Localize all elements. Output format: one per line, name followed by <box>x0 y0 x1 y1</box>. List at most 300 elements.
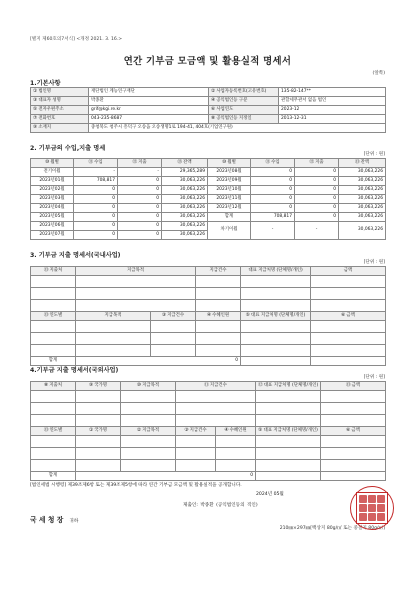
month-cell-text: 0 <box>156 222 159 228</box>
month-cell <box>251 204 295 213</box>
empty-cell <box>196 288 241 300</box>
document-title: 연간 기부금 모금액 및 활용실적 명세서 <box>123 56 292 67</box>
row-marker-glyph: ⑪ <box>204 383 209 389</box>
form-number: [별지 제60호의7서식] <개정 2021. 3. 16.> <box>30 37 123 42</box>
domestic-expense-table <box>30 266 386 366</box>
empty-cell <box>31 333 76 345</box>
section-3-heading: 3. 기부금 지출 명세서(국내사업) <box>30 252 121 259</box>
column-header <box>118 159 162 168</box>
empty-cell <box>311 300 386 312</box>
row-marker-glyph: ① <box>33 89 38 95</box>
row-marker-glyph: ⑬ <box>345 383 351 389</box>
month-cell <box>162 231 208 240</box>
month-cell <box>251 195 295 204</box>
empty-cell <box>31 415 76 427</box>
overseas-expense-table <box>30 381 386 481</box>
month-cell-text: - <box>113 168 115 174</box>
column-header-text: 수혜인원 <box>212 313 230 319</box>
row-marker-glyph: ⑦ <box>33 116 38 122</box>
empty-cell <box>31 391 76 403</box>
row-marker-glyph: ⑨ <box>33 125 38 131</box>
month-cell-text: 30,063,226 <box>179 195 205 201</box>
table-header-row <box>31 382 386 391</box>
month-cell-text: 30,063,226 <box>179 204 205 210</box>
month-cell <box>74 213 118 222</box>
row-marker-glyph: ③ <box>184 428 189 434</box>
field-label-text: 전화번호 <box>38 116 56 122</box>
month-cell-text: 30,063,226 <box>179 231 205 237</box>
month-cell <box>31 168 74 177</box>
column-header <box>321 382 386 391</box>
submission-date: 2024년 05월 <box>256 492 284 497</box>
field-value-text: 043-235-8687 <box>91 115 123 121</box>
month-row <box>31 195 386 204</box>
column-header-text: 지급건수 <box>189 428 207 434</box>
field-label-text: 대표자 성명 <box>38 98 61 104</box>
month-cell <box>31 222 74 231</box>
month-cell-text: 0 <box>333 186 336 192</box>
month-cell <box>118 213 162 222</box>
column-header-text: 금액 <box>351 383 361 389</box>
month-cell-text: 0 <box>289 195 292 201</box>
empty-cell <box>321 436 386 448</box>
column-header-text: 지급건수 <box>167 313 185 319</box>
column-header-text: 지출 <box>138 160 147 166</box>
column-header <box>256 427 321 436</box>
field-value <box>279 106 386 115</box>
month-cell <box>118 222 162 231</box>
column-header <box>251 159 295 168</box>
empty-cell <box>196 333 241 345</box>
month-cell-text: 전기이월 <box>43 168 61 174</box>
legal-notice: [법인세법 시행령] 제39조제6항 또는 제39조제5항에 따라 연간 기부금 모금액 및 활용실적을 공개합니다. <box>30 483 242 488</box>
empty-cell <box>311 357 386 366</box>
empty-cell <box>311 345 386 357</box>
empty-cell <box>31 276 76 288</box>
field-label <box>209 88 279 97</box>
data-row <box>31 345 386 357</box>
month-cell-text: 2023년08월 <box>216 168 242 174</box>
column-header <box>74 159 118 168</box>
field-value-text: 관할세무관서 없음 법인 <box>281 97 327 103</box>
column-header-text: 대표 지급처명 (단체명/개인) <box>250 313 306 319</box>
field-label <box>209 115 279 124</box>
empty-cell <box>76 460 121 472</box>
row-marker-glyph: ⑬ <box>43 428 49 434</box>
month-cell <box>208 186 251 195</box>
empty-cell <box>176 391 256 403</box>
column-header-text: 대표 지급처명 (단체명/개인) <box>263 428 318 434</box>
row-marker-glyph: ⑪ <box>88 160 94 166</box>
section-3-unit: [단위 : 원] <box>363 260 385 265</box>
month-cell-text: 30,063,226 <box>357 186 383 192</box>
column-header <box>311 312 386 321</box>
empty-cell <box>256 403 321 415</box>
column-header <box>121 427 176 436</box>
field-label-text: 공익법인등 지정일 <box>216 116 252 122</box>
empty-cell <box>121 460 176 472</box>
column-header-text: 수입 <box>271 160 280 166</box>
month-cell <box>162 213 208 222</box>
carry-over-cell <box>339 222 386 240</box>
data-row <box>31 288 386 300</box>
empty-cell <box>76 288 196 300</box>
month-row <box>31 213 386 222</box>
empty-cell <box>76 415 121 427</box>
column-header <box>76 312 151 321</box>
field-value <box>279 115 386 124</box>
empty-cell <box>241 333 311 345</box>
column-header-text: 금액 <box>343 267 353 273</box>
month-cell-text: 0 <box>289 177 292 183</box>
field-value <box>89 88 209 97</box>
table-header-row <box>31 427 386 436</box>
month-cell-text: 30,063,226 <box>179 213 205 219</box>
month-cell <box>31 213 74 222</box>
month-cell-text: 0 <box>333 195 336 201</box>
empty-cell <box>76 300 196 312</box>
empty-cell <box>31 300 76 312</box>
empty-cell <box>311 276 386 288</box>
column-header-text: 지출 <box>315 160 324 166</box>
month-cell-text: 0 <box>112 186 115 192</box>
column-header-text: 지출처 <box>49 383 63 389</box>
empty-cell <box>321 448 386 460</box>
empty-cell <box>321 472 386 481</box>
month-cell-text: 30,063,226 <box>357 213 383 219</box>
row-marker-glyph: ③ <box>161 313 167 319</box>
row-marker-glyph: ⑨ <box>88 383 94 389</box>
section-2-unit: [단위 : 원] <box>363 152 385 157</box>
month-cell <box>31 204 74 213</box>
empty-cell <box>121 415 176 427</box>
basic-info-row <box>31 97 386 106</box>
data-row <box>31 391 386 403</box>
month-cell <box>162 168 208 177</box>
month-cell-text: 0 <box>156 231 159 237</box>
column-header <box>196 312 241 321</box>
carry-over-cell-text: - <box>315 227 318 233</box>
empty-cell <box>76 448 121 460</box>
field-value <box>89 106 209 115</box>
column-header-text: 수혜인원 <box>229 428 247 434</box>
month-cell <box>339 177 386 186</box>
empty-cell <box>241 288 311 300</box>
empty-cell <box>256 415 321 427</box>
column-header-text: 잔액 <box>360 160 370 166</box>
empty-cell <box>31 448 76 460</box>
row-marker-glyph: ⑤ <box>33 107 38 113</box>
row-marker-glyph: ⑫ <box>309 160 315 166</box>
month-cell-text: 30,063,226 <box>179 177 205 183</box>
column-header <box>321 427 386 436</box>
column-header <box>208 159 251 168</box>
basic-info-row <box>31 88 386 97</box>
empty-cell <box>196 300 241 312</box>
column-header <box>121 382 176 391</box>
total-label-text: 합계 <box>48 472 58 478</box>
month-cell <box>339 195 386 204</box>
row-marker-glyph: ⑫ <box>132 160 138 166</box>
empty-cell <box>256 448 321 460</box>
month-cell-text: 30,063,226 <box>357 177 383 183</box>
empty-cell <box>151 345 196 357</box>
month-cell <box>74 186 118 195</box>
row-marker-glyph: ⑫ <box>258 383 263 389</box>
month-cell-text: 30,063,226 <box>357 204 383 210</box>
month-cell-text: 2023년02월 <box>39 186 65 192</box>
month-cell-text: 0 <box>333 213 336 219</box>
empty-cell <box>196 345 241 357</box>
carry-over-cell <box>208 222 251 240</box>
field-label-text: 전자우편주소 <box>38 107 64 113</box>
month-cell-text: 708,817 <box>96 177 115 183</box>
field-value-text: 재단법인 계능연구재단 <box>91 88 135 94</box>
address-label-text: 소재지 <box>38 125 52 131</box>
field-label-text: 사업자등록번호(고유번호) <box>216 89 267 95</box>
address-value-text: 충청북도 청주시 흥덕구 오송읍 오송생명1로 194-41, 404호(기업연구원) <box>91 124 233 130</box>
field-label-text: 법인명 <box>38 89 52 95</box>
column-header <box>31 312 76 321</box>
income-expense-table <box>30 158 386 240</box>
row-marker-glyph: ⑧ <box>211 116 216 122</box>
basic-info-row <box>31 106 386 115</box>
table-header-row <box>31 159 386 168</box>
column-header-text: 지급목적 <box>127 267 144 273</box>
month-cell <box>118 168 162 177</box>
column-header <box>76 382 121 391</box>
month-row <box>31 177 386 186</box>
empty-cell <box>76 436 121 448</box>
data-row <box>31 321 386 333</box>
column-header <box>256 382 321 391</box>
column-header-text: 지급목적 <box>142 383 160 389</box>
column-header <box>31 267 76 276</box>
column-header-text: 금액 <box>351 428 360 434</box>
empty-cell <box>241 345 311 357</box>
month-row <box>31 168 386 177</box>
data-row <box>31 333 386 345</box>
month-cell <box>31 186 74 195</box>
empty-cell <box>76 345 151 357</box>
column-header <box>241 312 311 321</box>
data-row <box>31 403 386 415</box>
empty-cell <box>216 436 256 448</box>
month-cell-text: 0 <box>289 186 292 192</box>
field-value <box>89 115 209 124</box>
data-row <box>31 300 386 312</box>
month-cell-text: 0 <box>156 204 159 210</box>
empty-cell <box>31 321 76 333</box>
empty-cell <box>176 460 216 472</box>
empty-cell <box>176 448 216 460</box>
month-cell-text: 0 <box>112 222 115 228</box>
month-cell-text: 0 <box>156 195 159 201</box>
row-marker-glyph: ③ <box>33 98 38 104</box>
month-cell-text: 29,365,289 <box>179 168 205 174</box>
total-value-text: 0 <box>250 472 253 478</box>
month-cell-text: 2023년12월 <box>216 204 242 210</box>
column-header-text: 국가명 <box>94 428 108 434</box>
month-cell-text: 2023년05월 <box>39 213 65 219</box>
field-label <box>209 97 279 106</box>
column-header-text: 지출처 <box>49 268 63 274</box>
month-cell <box>251 168 295 177</box>
field-label <box>31 88 89 97</box>
column-header-text: 연도별 <box>49 313 63 319</box>
row-marker-glyph: ⑤ <box>258 428 263 434</box>
column-header <box>295 159 339 168</box>
month-cell <box>162 177 208 186</box>
empty-cell <box>241 276 311 288</box>
column-header <box>339 159 386 168</box>
carry-over-cell-text: 30,063,226 <box>357 227 383 233</box>
column-header <box>162 159 208 168</box>
recipient <box>30 514 78 524</box>
recipient-suffix: 귀하 <box>69 519 79 524</box>
empty-cell <box>176 403 256 415</box>
empty-cell <box>256 391 321 403</box>
month-cell <box>208 177 251 186</box>
month-cell-text: 0 <box>333 204 336 210</box>
month-cell <box>251 213 295 222</box>
row-marker-glyph: ① <box>88 428 94 434</box>
empty-cell <box>76 333 151 345</box>
month-cell <box>208 195 251 204</box>
field-label-text: 공익법인등 구분 <box>216 98 248 104</box>
month-cell-text: 0 <box>289 204 292 210</box>
month-cell <box>295 186 339 195</box>
row-marker-glyph: ④ <box>224 428 229 434</box>
column-header-text: 금액 <box>346 313 355 319</box>
column-header <box>76 267 196 276</box>
column-header-text: 월별 <box>50 160 59 166</box>
month-cell-text: 2023년11월 <box>216 195 242 201</box>
column-header-text: 월별 <box>227 160 236 166</box>
column-header <box>176 382 256 391</box>
month-cell-text: 0 <box>333 177 336 183</box>
month-cell <box>295 168 339 177</box>
seal-glyph-grid <box>356 492 388 524</box>
field-value <box>279 88 386 97</box>
column-header-text: 지급건수 <box>209 383 227 389</box>
field-value-text: 135-82-147** <box>281 88 311 94</box>
section-4-unit: [단위 : 원] <box>363 375 385 380</box>
column-header <box>31 427 76 436</box>
month-cell <box>208 168 251 177</box>
paper-spec: 210㎜×297㎜[백상지 80g/㎡ 또는 중질지 80g/㎡] <box>279 526 385 531</box>
carry-over-cell-text: - <box>271 227 274 233</box>
column-header-text: 대표 지급처명 (단체명/개인) <box>248 267 303 273</box>
empty-cell <box>151 333 196 345</box>
total-label-text: 합계 <box>48 357 58 363</box>
empty-cell <box>121 391 176 403</box>
empty-cell <box>256 472 321 481</box>
empty-cell <box>196 276 241 288</box>
section-2-heading: 2. 기부금의 수입,지출 명세 <box>30 145 106 152</box>
empty-cell <box>311 288 386 300</box>
empty-cell <box>311 333 386 345</box>
row-marker-glyph: ⑧ <box>43 383 49 389</box>
field-value-text: 2013-12-31 <box>281 115 307 121</box>
section-1-heading: 1.기본사항 <box>30 80 61 87</box>
field-value-text: 2023-12 <box>281 106 300 112</box>
total-value <box>76 472 256 481</box>
month-cell-text: 2023년03월 <box>39 195 65 201</box>
month-cell <box>31 177 74 186</box>
row-marker-glyph: ⑤ <box>245 313 250 319</box>
column-header <box>151 312 196 321</box>
month-cell <box>295 213 339 222</box>
empty-cell <box>31 403 76 415</box>
month-cell-text: - <box>157 168 159 174</box>
month-cell-text: 2023년04월 <box>39 204 65 210</box>
basic-info-row <box>31 115 386 124</box>
empty-cell <box>76 276 196 288</box>
month-cell <box>339 213 386 222</box>
month-cell <box>295 177 339 186</box>
month-cell <box>74 168 118 177</box>
row-marker-glyph: ② <box>136 428 142 434</box>
empty-cell <box>121 448 176 460</box>
column-header-text: 잔액 <box>183 160 192 166</box>
month-cell-text: 30,063,226 <box>179 222 205 228</box>
column-header <box>176 427 216 436</box>
row-marker-glyph: ⑬ <box>43 313 49 319</box>
carry-over-cell-text: 차기이월 <box>220 227 238 233</box>
section-4-heading: 4.기부금 지출 명세서(국외사업) <box>30 367 119 374</box>
month-cell <box>295 195 339 204</box>
empty-cell <box>121 403 176 415</box>
month-cell-text: 708,817 <box>273 213 292 219</box>
empty-cell <box>196 321 241 333</box>
empty-cell <box>216 448 256 460</box>
month-cell <box>118 195 162 204</box>
month-cell <box>31 195 74 204</box>
month-cell <box>118 177 162 186</box>
column-header <box>76 427 121 436</box>
month-cell <box>162 204 208 213</box>
month-cell <box>74 204 118 213</box>
month-cell <box>74 177 118 186</box>
field-value <box>89 97 209 106</box>
month-cell-text: 0 <box>112 204 115 210</box>
empty-cell <box>31 460 76 472</box>
column-header-text: 수입 <box>94 160 103 166</box>
month-cell <box>118 231 162 240</box>
empty-cell <box>76 321 151 333</box>
month-cell <box>339 204 386 213</box>
data-row <box>31 436 386 448</box>
month-cell <box>295 204 339 213</box>
month-row <box>31 186 386 195</box>
row-marker-glyph: ⑬ <box>43 268 49 274</box>
data-row <box>31 460 386 472</box>
month-cell-text: 30,063,226 <box>357 168 383 174</box>
field-label <box>31 106 89 115</box>
data-row <box>31 276 386 288</box>
month-cell-text: 0 <box>112 213 115 219</box>
table-header-row <box>31 267 386 276</box>
total-value-text: 0 <box>235 357 238 363</box>
carry-over-cell <box>295 222 339 240</box>
month-cell <box>162 186 208 195</box>
month-cell-text: 2023년06월 <box>39 222 65 228</box>
month-cell-text: 2023년09월 <box>216 177 242 183</box>
data-row <box>31 448 386 460</box>
month-cell <box>208 213 251 222</box>
empty-cell <box>76 403 121 415</box>
